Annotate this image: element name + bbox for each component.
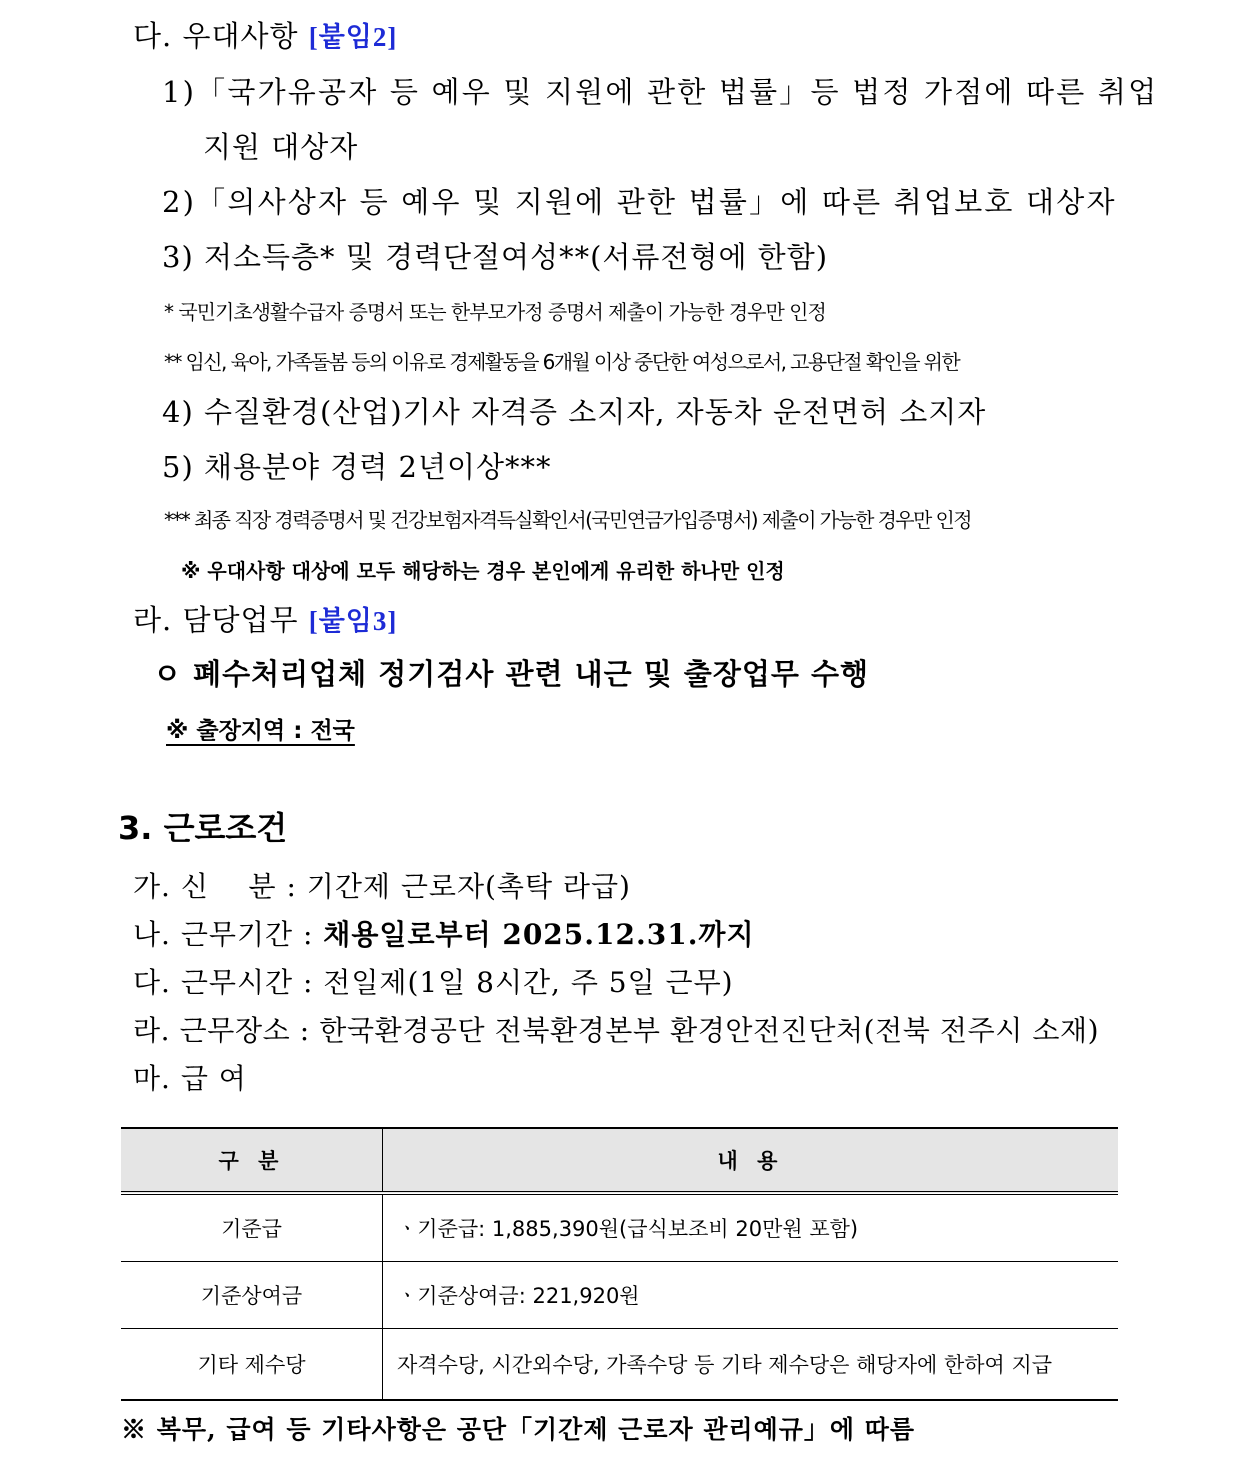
condition-status bbox=[133, 870, 631, 903]
table-header-content: 내 용 bbox=[383, 1128, 1119, 1193]
duties-heading-line bbox=[133, 603, 398, 637]
table-cell-category: 기준급 bbox=[121, 1193, 383, 1262]
benefit-item-2: 2)「의사상자 등 예우 및 지원에 관한 법률」에 따른 취업보호 대상자 bbox=[162, 185, 1117, 219]
condition-place bbox=[133, 1014, 1100, 1047]
benefit-item-3: 3) 저소득층* 및 경력단절여성**(서류전형에 한함) bbox=[162, 240, 829, 274]
table-cell-content: ㆍ기준상여금: 221,920원 bbox=[383, 1262, 1119, 1329]
table-header-row bbox=[121, 1128, 1118, 1193]
period-label: 나. 근무기간 : bbox=[133, 918, 314, 951]
table-row bbox=[121, 1329, 1118, 1401]
place-label: 라. 근무장소 : bbox=[133, 1014, 310, 1047]
condition-hours bbox=[133, 966, 734, 999]
hours-label: 다. 근무시간 : bbox=[133, 966, 314, 999]
footer-note: ※ 복무, 급여 등 기타사항은 공단「기간제 근로자 관리예규」에 따름 bbox=[121, 1415, 916, 1444]
benefit-note-3: *** 최종 직장 경력증명서 및 건강보험자격득실확인서(국민연금가입증명서) 제출이 가능한 경우만 인정 bbox=[164, 508, 971, 532]
benefit-item-1: 1)「국가유공자 등 예우 및 지원에 관한 법률」등 법정 가점에 따른 취업 bbox=[162, 75, 1159, 109]
duties-heading: 라. 담당업무 bbox=[133, 603, 299, 637]
benefit-note-2: ** 임신, 육아, 가족돌봄 등의 이유로 경제활동을 6개월 이상 중단한 여성으로서, 고용단절 확인을 위한 bbox=[164, 350, 960, 374]
table-row bbox=[121, 1262, 1118, 1329]
table-cell-content: 자격수당, 시간외수당, 가족수당 등 기타 제수당은 해당자에 한하여 지급 bbox=[383, 1329, 1119, 1401]
period-value: 채용일로부터 2025.12.31.까지 bbox=[323, 918, 755, 951]
status-label: 가. 신 분 : bbox=[133, 870, 297, 903]
duties-ref: [붙임3] bbox=[308, 606, 398, 636]
table-cell-category: 기준상여금 bbox=[121, 1262, 383, 1329]
table-header-category: 구 분 bbox=[121, 1128, 383, 1193]
table-cell-category: 기타 제수당 bbox=[121, 1329, 383, 1401]
benefits-heading: 다. 우대사항 bbox=[133, 19, 299, 53]
benefit-item-4: 4) 수질환경(산업)기사 자격증 소지자, 자동차 운전면허 소지자 bbox=[162, 395, 987, 429]
benefit-item-1-cont: 지원 대상자 bbox=[203, 130, 359, 164]
condition-pay: 마. 급 여 bbox=[133, 1062, 247, 1095]
status-value: 기간제 근로자(촉탁 라급) bbox=[306, 870, 631, 903]
pay-table bbox=[121, 1127, 1118, 1401]
place-value: 한국환경공단 전북환경본부 환경안전진단처(전북 전주시 소재) bbox=[319, 1014, 1100, 1047]
table-cell-content: ㆍ기준급: 1,885,390원(급식보조비 20만원 포함) bbox=[383, 1193, 1119, 1262]
benefits-ref: [붙임2] bbox=[308, 22, 398, 52]
benefit-note-4: ※ 우대사항 대상에 모두 해당하는 경우 본인에게 유리한 하나만 인정 bbox=[181, 559, 785, 583]
duties-note: ※ 출장지역 : 전국 bbox=[166, 718, 355, 744]
duties-item: ㅇ 폐수처리업체 정기검사 관련 내근 및 출장업무 수행 bbox=[153, 657, 869, 691]
condition-period bbox=[133, 918, 755, 951]
table-row bbox=[121, 1193, 1118, 1262]
benefits-heading-line bbox=[133, 19, 398, 53]
section-heading-conditions: 3. 근로조건 bbox=[118, 809, 288, 847]
benefit-note-1: * 국민기초생활수급자 증명서 또는 한부모가정 증명서 제출이 가능한 경우만 인정 bbox=[164, 300, 826, 324]
benefit-item-5: 5) 채용분야 경력 2년이상*** bbox=[162, 450, 552, 484]
hours-value: 전일제(1일 8시간, 주 5일 근무) bbox=[323, 966, 734, 999]
